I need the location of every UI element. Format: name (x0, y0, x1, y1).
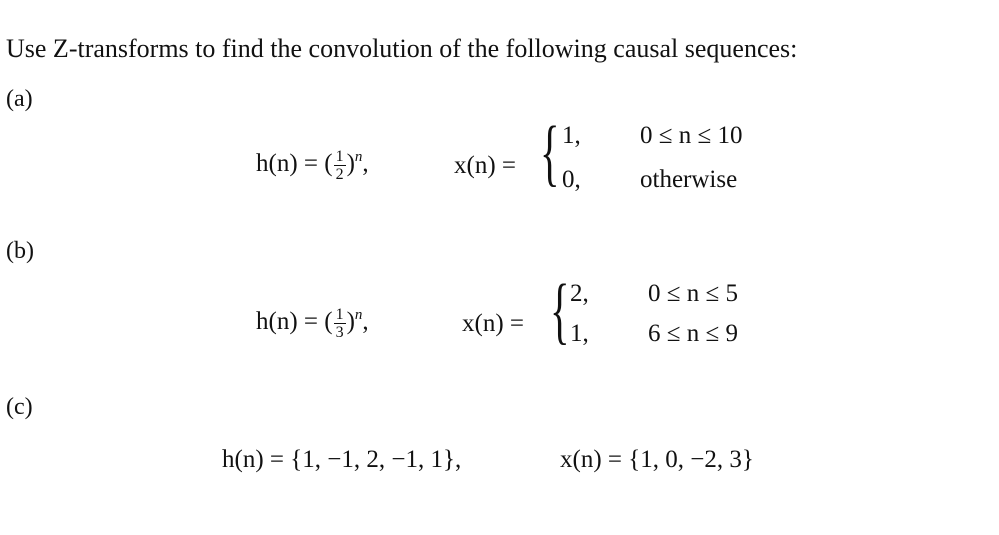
part-b-h-rhs: ) (346, 308, 355, 336)
part-a-x-lhs: x(n) = (454, 152, 516, 179)
part-b-fraction-numerator: 1 (335, 306, 344, 323)
part-a-case2-value: 0, (562, 166, 581, 193)
part-a-case1-value: 1, (562, 122, 581, 149)
part-b-case2-value: 1, (570, 320, 589, 347)
part-a-fraction-numerator: 1 (335, 148, 344, 165)
part-b-brace: { (550, 270, 570, 352)
part-a-h-equation (256, 148, 369, 183)
part-b-case2-condition: 6 ≤ n ≤ 9 (648, 320, 738, 347)
part-a-label: (a) (6, 86, 33, 112)
part-a-fraction-denominator: 2 (335, 166, 344, 183)
part-a-h-rhs: ) (346, 150, 355, 178)
part-b-comma: , (362, 308, 369, 336)
part-a-case2-condition: otherwise (640, 166, 738, 193)
part-b-label: (b) (6, 238, 34, 264)
part-a-exponent: n (354, 149, 363, 166)
part-c-h-expression: h(n) = {1, −1, 2, −1, 1}, (222, 446, 462, 473)
part-b-fraction (334, 306, 346, 341)
part-c-label: (c) (6, 394, 33, 420)
part-a-h-lhs: h(n) = ( (256, 150, 333, 178)
part-a-comma: , (362, 150, 369, 178)
part-c-x-expression: x(n) = {1, 0, −2, 3} (560, 446, 754, 473)
part-a-case1-condition: 0 ≤ n ≤ 10 (640, 122, 743, 149)
problem-statement: Use Z-transforms to find the convolution of the following causal sequences: (6, 34, 798, 63)
part-b-h-lhs: h(n) = ( (256, 308, 333, 336)
part-b-fraction-denominator: 3 (335, 324, 344, 341)
part-a-fraction (334, 148, 346, 183)
part-b-h-equation (256, 306, 369, 341)
part-b-case1-condition: 0 ≤ n ≤ 5 (648, 280, 738, 307)
part-b-exponent: n (354, 307, 363, 324)
part-a-brace: { (540, 112, 560, 194)
part-b-x-lhs: x(n) = (462, 310, 524, 337)
part-b-case1-value: 2, (570, 280, 589, 307)
